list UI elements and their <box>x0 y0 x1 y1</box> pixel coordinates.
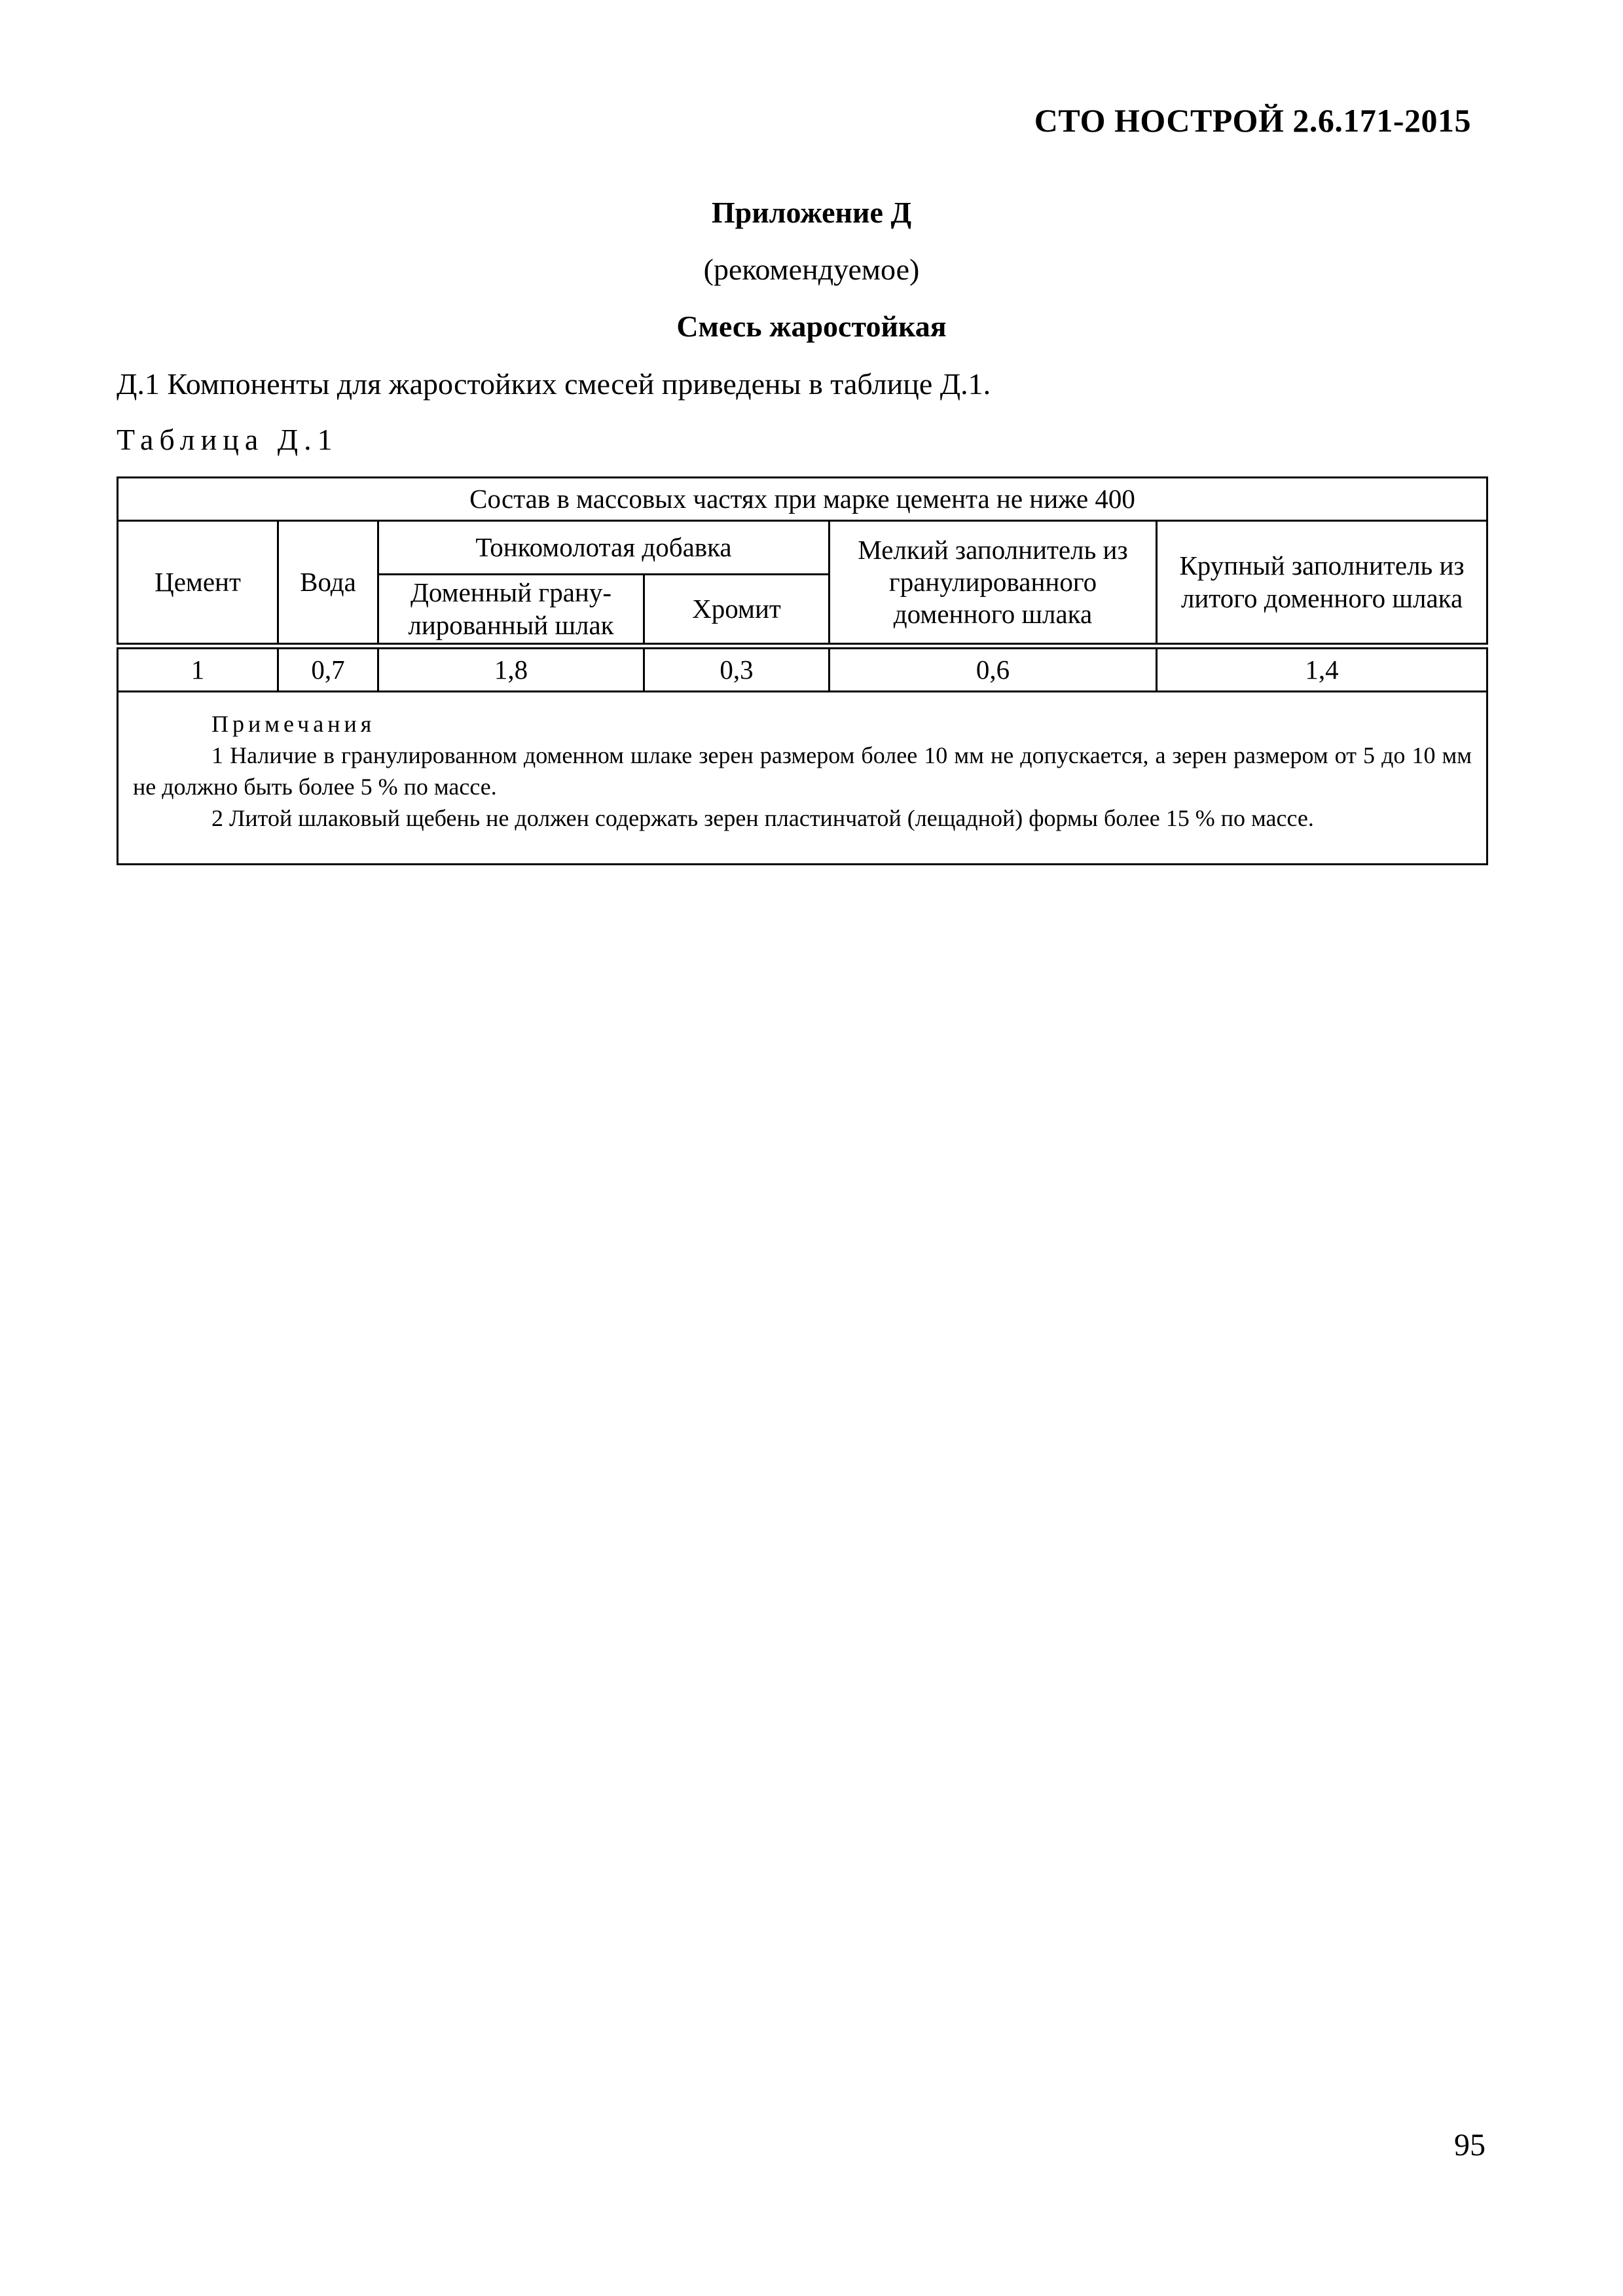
note-1: 1 Наличие в гранулированном доменном шлаке зерен размером более 10 мм не допускается, а зерен размером от 5 до 10 мм не должно быть более 5 % по массе. <box>133 742 1472 800</box>
value-chromite: 0,3 <box>644 646 830 692</box>
value-cement: 1 <box>118 646 278 692</box>
note-2: 2 Литой шлаковый щебень не должен содержать зерен пластинчатой (лещадной) формы более 15 % по массе. <box>211 804 1314 831</box>
table-notes-row <box>118 692 1487 865</box>
composition-table <box>117 476 1488 865</box>
header-cement: Цемент <box>118 521 278 647</box>
clause-d1: Д.1 Компоненты для жаростойких смесей приведены в таблице Д.1. <box>117 367 991 401</box>
table-super-header-row <box>118 478 1487 521</box>
value-fine-aggregate: 0,6 <box>830 646 1157 692</box>
header-blast-slag: Доменный грану-лированный шлак <box>378 575 644 647</box>
appendix-title: Приложение Д <box>711 196 912 229</box>
value-coarse-aggregate: 1,4 <box>1157 646 1487 692</box>
value-water: 0,7 <box>278 646 378 692</box>
header-fine-aggregate: Мелкий заполнитель из гранулированного доменного шлака <box>830 521 1157 647</box>
super-header-cell: Состав в массовых частях при марке цемента не ниже 400 <box>118 478 1487 521</box>
header-chromite: Хромит <box>644 575 830 647</box>
document-code: СТО НОСТРОЙ 2.6.171-2015 <box>1034 102 1471 139</box>
appendix-status: (рекомендуемое) <box>703 253 920 286</box>
header-coarse-aggregate: Крупный заполнитель из литого доменного шлака <box>1157 521 1487 647</box>
table-row <box>118 646 1487 692</box>
header-fine-additive: Тонкомолотая добавка <box>378 521 830 575</box>
table-header-row <box>118 521 1487 575</box>
table-caption: Таблица Д.1 <box>117 423 338 456</box>
value-blast-slag: 1,8 <box>378 646 644 692</box>
notes-title: Примечания <box>211 711 376 737</box>
header-water: Вода <box>278 521 378 647</box>
appendix-subject: Смесь жаростойкая <box>676 310 947 343</box>
notes-cell <box>118 692 1487 865</box>
page-number: 95 <box>1454 2128 1486 2162</box>
